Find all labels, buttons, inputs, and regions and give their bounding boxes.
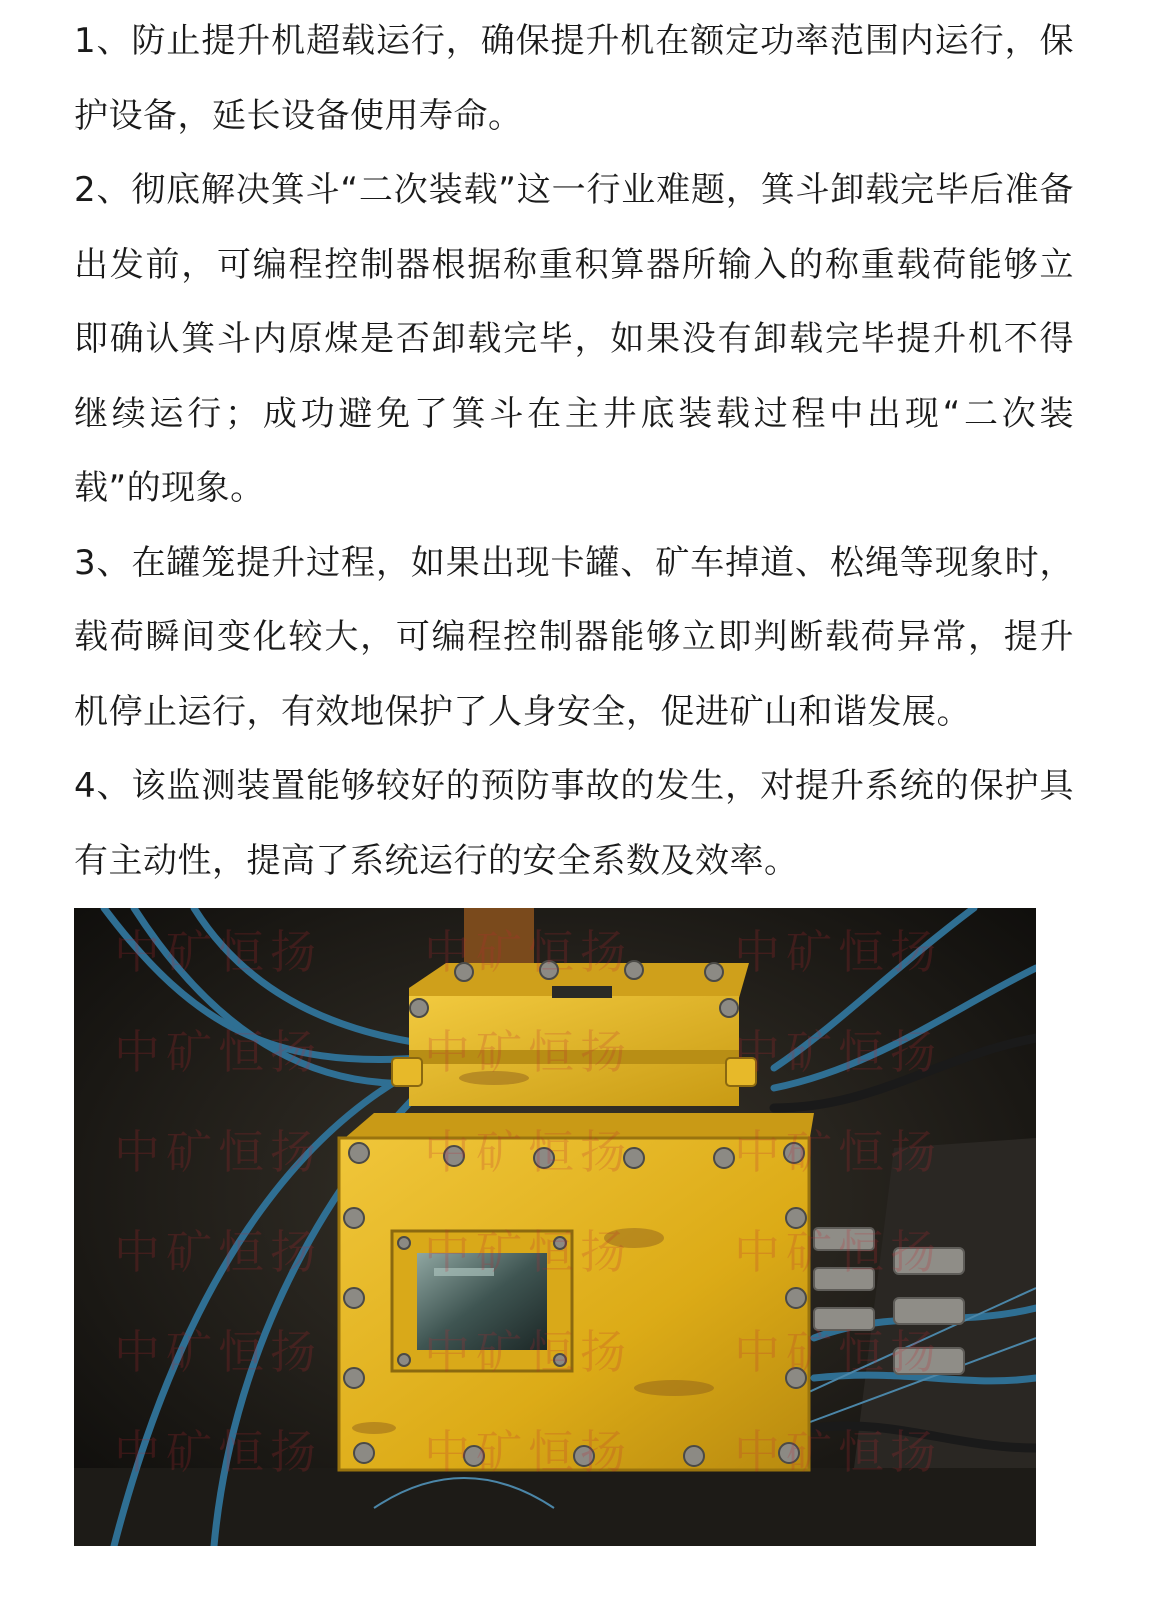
watermark-text: 中矿恒扬 bbox=[114, 1225, 322, 1279]
watermark-text: 中矿恒扬 bbox=[114, 1425, 322, 1479]
watermark-text: 中矿恒扬 bbox=[424, 925, 632, 979]
upper-box-slot bbox=[552, 986, 612, 998]
watermark-text: 中矿恒扬 bbox=[424, 1325, 632, 1379]
watermark-text: 中矿恒扬 bbox=[734, 925, 942, 979]
watermark-text: 中矿恒扬 bbox=[734, 1425, 942, 1479]
watermark-text: 中矿恒扬 bbox=[734, 1125, 942, 1179]
watermark-text: 中矿恒扬 bbox=[734, 1325, 942, 1379]
paragraph-1: 1、防止提升机超载运行，确保提升机在额定功率范围内运行，保护设备，延长设备使用寿命。 bbox=[74, 21, 1074, 136]
watermark-text: 中矿恒扬 bbox=[734, 1025, 942, 1079]
watermark-text: 中矿恒扬 bbox=[114, 1125, 322, 1179]
watermark-text: 中矿恒扬 bbox=[424, 1025, 632, 1079]
watermark-text: 中矿恒扬 bbox=[424, 1425, 632, 1479]
beam bbox=[464, 908, 534, 968]
watermark-text: 中矿恒扬 bbox=[424, 1225, 632, 1279]
watermark-text: 中矿恒扬 bbox=[424, 1125, 632, 1179]
display-window bbox=[417, 1253, 547, 1350]
paragraph-4: 4、该监测装置能够较好的预防事故的发生，对提升系统的保护具有主动性，提高了系统运行的安全系数及效率。 bbox=[74, 766, 1074, 881]
upper-box-flange bbox=[409, 1050, 739, 1064]
watermark-text: 中矿恒扬 bbox=[114, 1325, 322, 1379]
paragraph-2: 2、彻底解决箕斗“二次装载”这一行业难题，箕斗卸载完毕后准备出发前，可编程控制器根据称重积算器所输入的称重载荷能够立即确认箕斗内原煤是否卸载完毕，如果没有卸载完毕提升机不得继续运行；成功避免了箕斗在主井底装载过程中出现“二次装载”的现象。 bbox=[74, 170, 1074, 508]
explosion-proof-monitor-box-illustration bbox=[74, 908, 1036, 1546]
watermark-text: 中矿恒扬 bbox=[114, 925, 322, 979]
watermark-text: 中矿恒扬 bbox=[114, 1025, 322, 1079]
article-body bbox=[74, 4, 1074, 898]
paragraph-3: 3、在罐笼提升过程，如果出现卡罐、矿车掉道、松绳等现象时，载荷瞬间变化较大，可编程控制器能够立即判断载荷异常，提升机停止运行，有效地保护了人身安全，促进矿山和谐发展。 bbox=[74, 542, 1074, 732]
equipment-photo bbox=[74, 908, 1036, 1546]
watermark-text: 中矿恒扬 bbox=[734, 1225, 942, 1279]
